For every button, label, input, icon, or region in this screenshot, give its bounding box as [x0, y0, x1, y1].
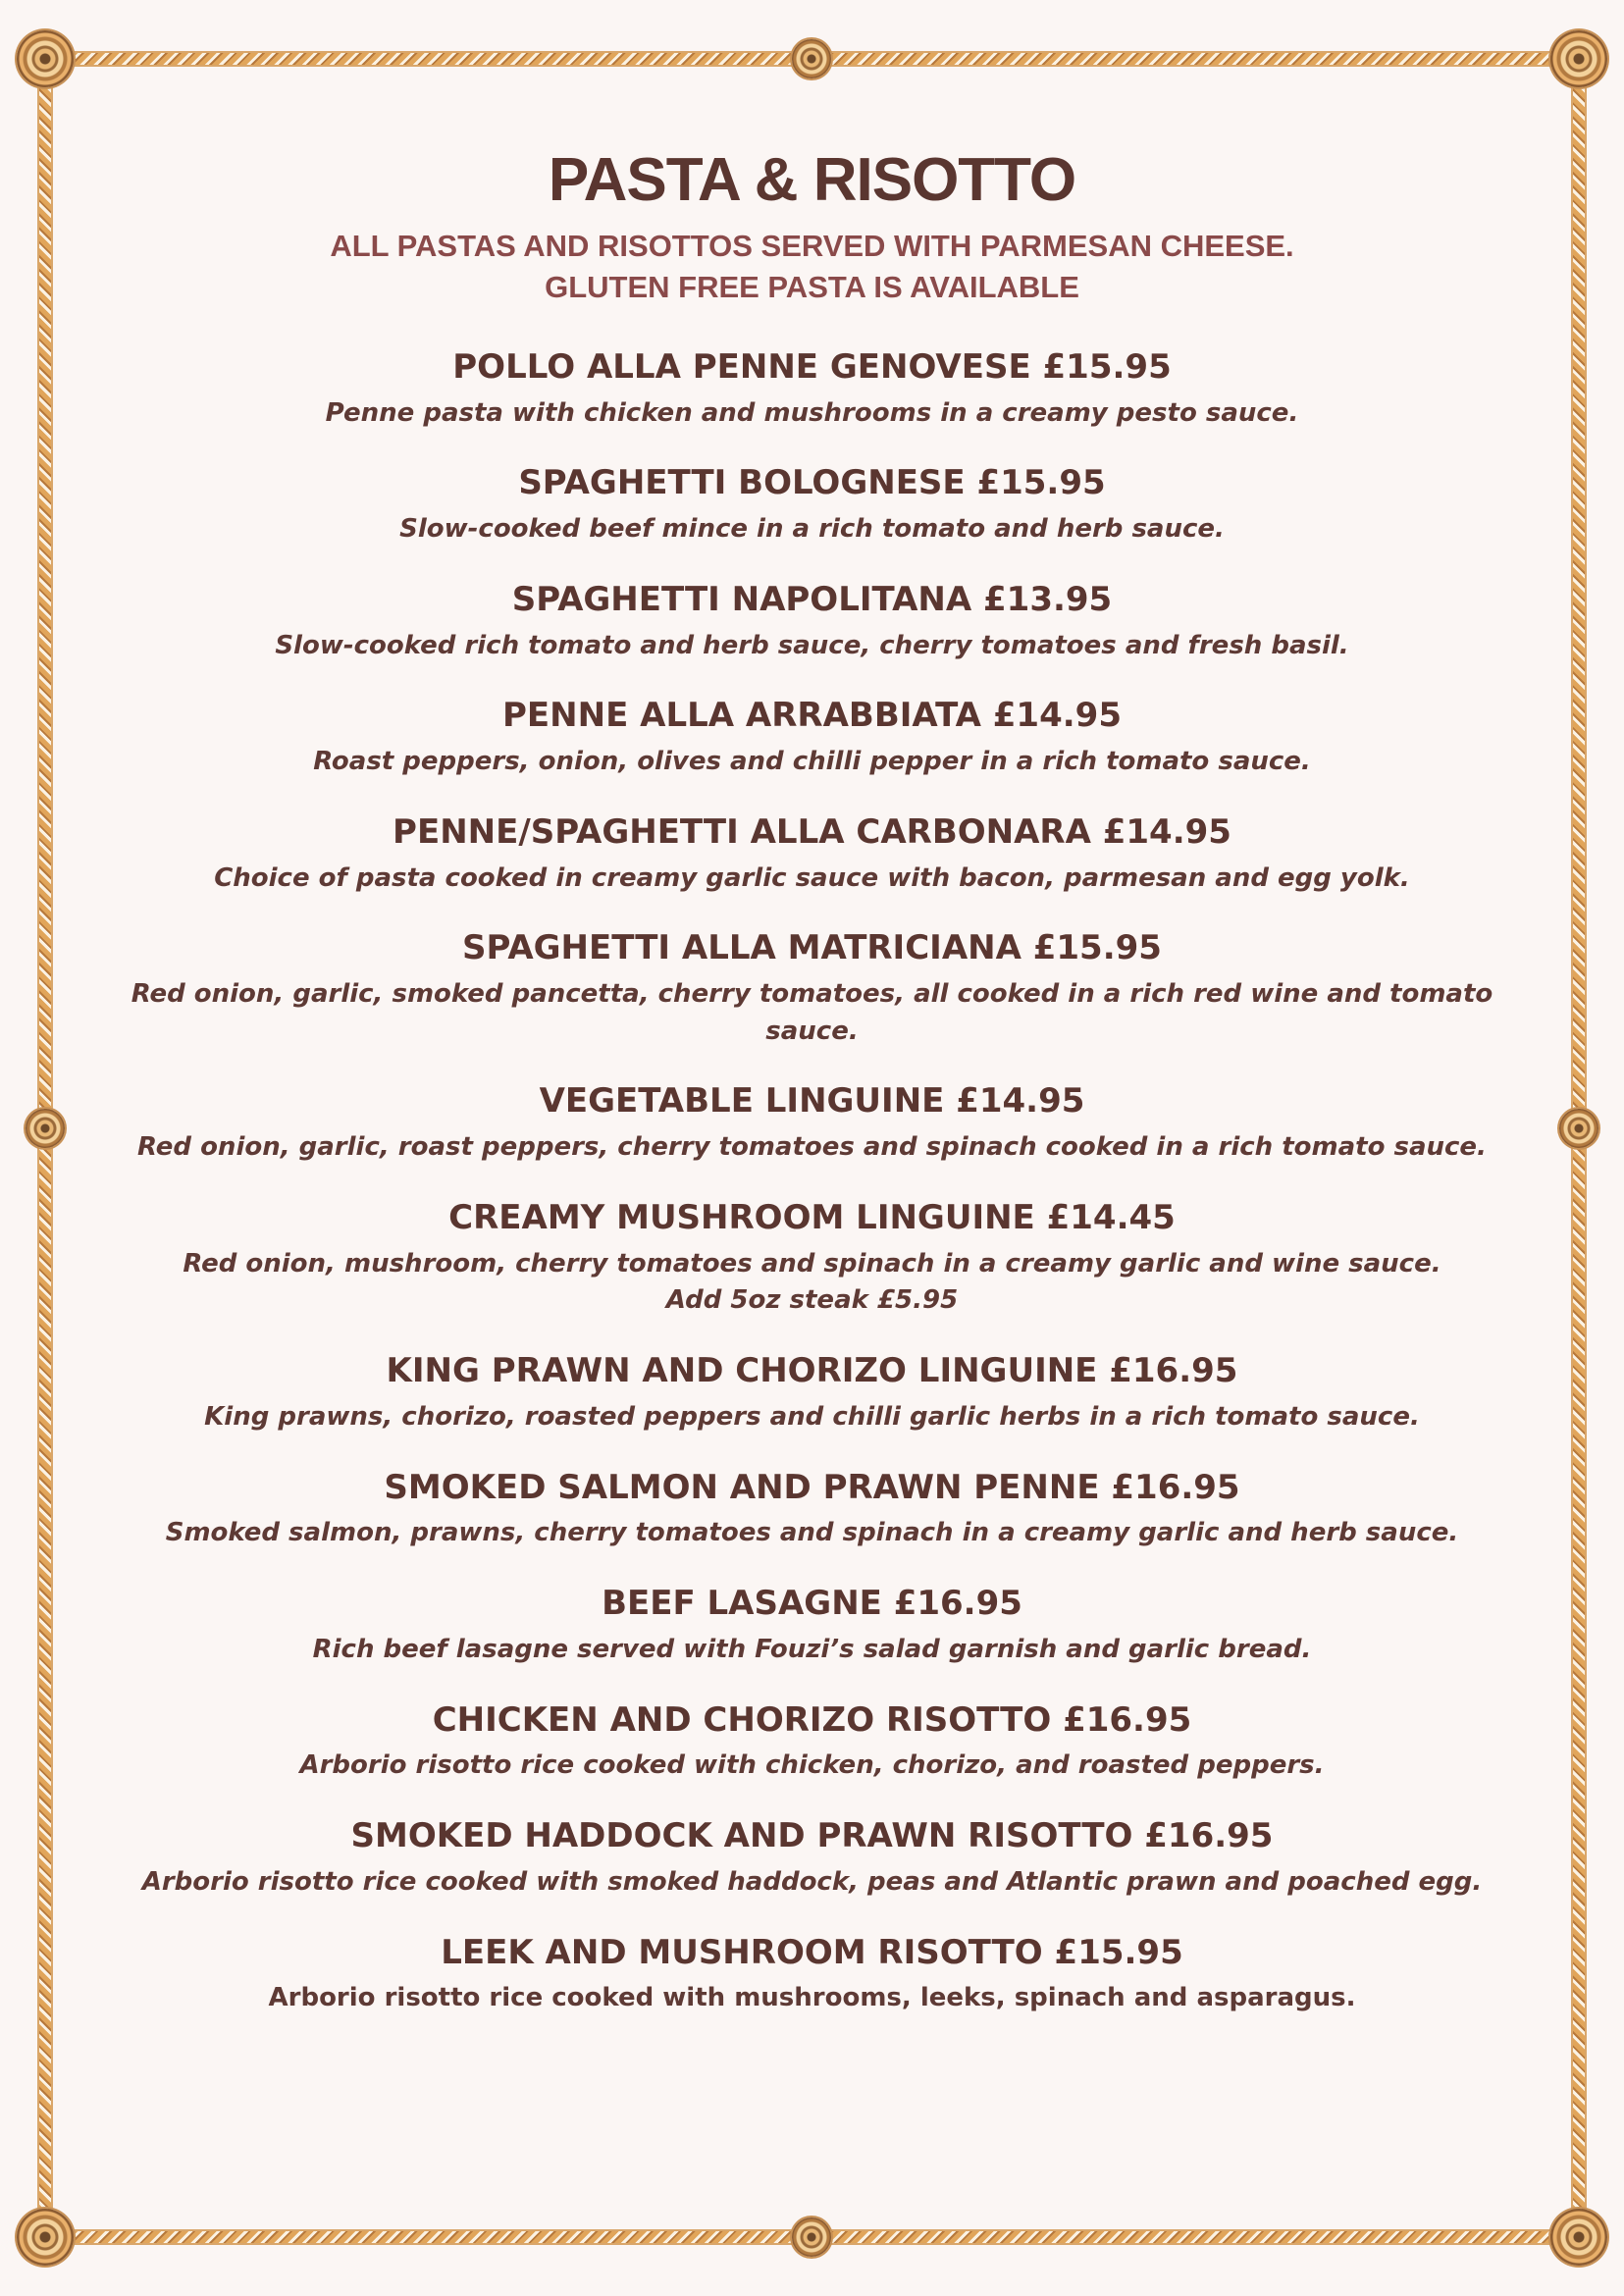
corner-rosette-top-left — [17, 30, 74, 87]
menu-item — [108, 1198, 1516, 1320]
menu-item-description: Rich beef lasagne served with Fouzi’s salad garnish and garlic bread. — [312, 1634, 1312, 1664]
menu-item-name: SMOKED HADDOCK AND PRAWN RISOTTO £16.95 — [350, 1816, 1274, 1856]
menu-item-description: Roast peppers, onion, olives and chilli pepper in a rich tomato sauce. — [313, 747, 1311, 777]
menu-item-description: Arborio risotto rice cooked with smoked haddock, peas and Atlantic prawn and poached egg. — [141, 1866, 1483, 1897]
menu-item-description: King prawns, chorizo, roasted peppers and chilli garlic herbs in a rich tomato sauce. — [204, 1401, 1420, 1432]
menu-item-description: Slow-cooked beef mince in a rich tomato and herb sauce. — [399, 514, 1225, 545]
corner-rosette-top-right — [1550, 30, 1607, 87]
menu-item-name: BEEF LASAGNE £16.95 — [602, 1584, 1022, 1624]
corner-rosette-bottom-left — [17, 2209, 74, 2266]
menu-item-description: Red onion, garlic, smoked pancetta, cherry tomatoes, all cooked in a rich red wine and tomato sauce. — [131, 979, 1493, 1046]
menu-item-name: VEGETABLE LINGUINE £14.95 — [539, 1081, 1085, 1122]
menu-item-name: SPAGHETTI ALLA MATRICIANA £15.95 — [462, 928, 1162, 968]
rope-border-right — [1571, 59, 1587, 2237]
menu-item — [108, 696, 1516, 780]
menu-item-name: POLLO ALLA PENNE GENOVESE £15.95 — [452, 346, 1172, 387]
menu-items-list — [108, 347, 1516, 2017]
menu-item-extra: Add 5oz steak £5.95 — [665, 1285, 959, 1316]
menu-item — [108, 1081, 1516, 1166]
menu-item-description: Arborio risotto rice cooked with mushrooms, leeks, spinach and asparagus. — [268, 1983, 1356, 2013]
menu-item — [108, 1933, 1516, 2017]
menu-item-description: Red onion, mushroom, cherry tomatoes and spinach in a creamy garlic and wine sauce. — [183, 1248, 1441, 1278]
menu-item — [108, 580, 1516, 664]
menu-item — [108, 812, 1516, 897]
menu-item-description: Red onion, garlic, roast peppers, cherry tomatoes and spinach cooked in a rich tomato sauce. — [137, 1132, 1487, 1163]
menu-item — [108, 1700, 1516, 1785]
menu-item-description: Smoked salmon, prawns, cherry tomatoes and spinach in a creamy garlic and herb sauce. — [165, 1518, 1459, 1548]
menu-item-description: Arborio risotto rice cooked with chicken, chorizo, and roasted peppers. — [299, 1750, 1325, 1781]
menu-item-name: CHICKEN AND CHORIZO RISOTTO £16.95 — [432, 1699, 1192, 1740]
corner-rosette-bottom-right — [1550, 2209, 1607, 2266]
menu-item-name: PENNE/SPAGHETTI ALLA CARBONARA £14.95 — [393, 811, 1231, 852]
menu-item-name: LEEK AND MUSHROOM RISOTTO £15.95 — [441, 1932, 1183, 1972]
menu-item-name: PENNE ALLA ARRABBIATA £14.95 — [502, 696, 1122, 736]
menu-item — [108, 1816, 1516, 1901]
menu-item — [108, 463, 1516, 548]
menu-content — [108, 147, 1516, 2049]
menu-item-description: Penne pasta with chicken and mushrooms in a creamy pesto sauce. — [325, 397, 1299, 428]
menu-item-name: SPAGHETTI BOLOGNESE £15.95 — [518, 463, 1106, 503]
mid-rosette-bottom — [792, 2218, 831, 2257]
menu-item — [108, 347, 1516, 432]
menu-item — [108, 1351, 1516, 1435]
subtitle-line-2: GLUTEN FREE PASTA IS AVAILABLE — [545, 270, 1079, 305]
menu-item-description: Slow-cooked rich tomato and herb sauce, cherry tomatoes and fresh basil. — [275, 630, 1349, 660]
menu-item — [108, 928, 1516, 1050]
menu-item-name: KING PRAWN AND CHORIZO LINGUINE £16.95 — [386, 1351, 1238, 1391]
menu-item-name: SPAGHETTI NAPOLITANA £13.95 — [511, 579, 1113, 619]
mid-rosette-left — [26, 1109, 65, 1148]
menu-item — [108, 1584, 1516, 1668]
mid-rosette-right — [1559, 1109, 1598, 1148]
menu-item — [108, 1468, 1516, 1552]
menu-item-name: CREAMY MUSHROOM LINGUINE £14.45 — [448, 1197, 1176, 1237]
subtitle-line-1: ALL PASTAS AND RISOTTOS SERVED WITH PARMESAN CHEESE. — [330, 229, 1294, 264]
menu-item-name: SMOKED SALMON AND PRAWN PENNE £16.95 — [384, 1467, 1240, 1507]
mid-rosette-top — [792, 39, 831, 78]
menu-item-description: Choice of pasta cooked in creamy garlic sauce with bacon, parmesan and egg yolk. — [214, 862, 1410, 893]
rope-border-left — [37, 59, 53, 2237]
page-title: PASTA & RISOTTO — [548, 146, 1076, 214]
